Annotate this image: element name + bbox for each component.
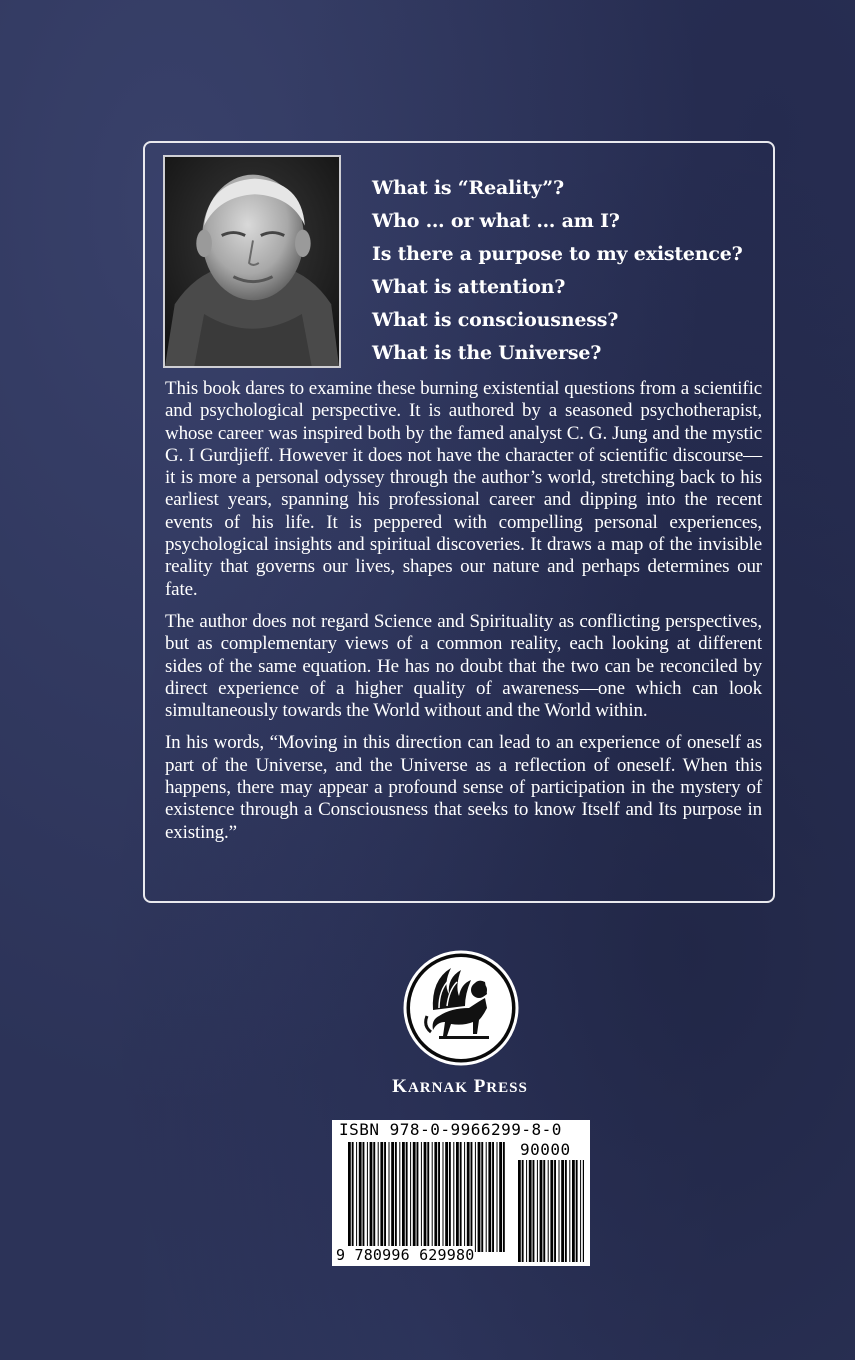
barcode-bar — [389, 1142, 390, 1252]
barcode-bar — [533, 1160, 535, 1262]
barcode-bar — [434, 1142, 437, 1252]
barcode-bar — [486, 1142, 487, 1252]
barcode-bar — [565, 1160, 567, 1262]
winged-sphinx-icon — [403, 950, 519, 1066]
barcode-bar — [529, 1160, 532, 1262]
barcode-bar — [399, 1142, 400, 1252]
barcode-bar — [492, 1142, 494, 1252]
barcode-bar — [460, 1142, 462, 1252]
description-paragraph: This book dares to examine these burning existential questions from a scientific and psychological perspective. It is authored by a seasoned psychotherapist, whose career was inspired both by the famed analyst C. G. Jung and the mystic G. I Gurdjieff. However it does not have the character of scientific discourse—it is more a personal odyssey through the author’s world, stretching back to his earliest years, spanning his professional career and dipping into the recent events of his life. It is peppered with compelling personal experiences, psychological insights and spiritual discoveries. It draws a map of the invisible reality that governs our lives, shapes our nature and perhaps determines our fate. — [165, 378, 762, 600]
question-item: Is there a purpose to my existence? — [372, 243, 743, 265]
barcode-bar — [522, 1160, 524, 1262]
author-portrait-image — [165, 157, 339, 366]
barcode-bar — [449, 1142, 451, 1252]
barcode-bar — [475, 1142, 476, 1252]
barcode-bar — [518, 1160, 521, 1262]
question-item: What is the Universe? — [372, 342, 602, 364]
barcode-bar — [580, 1160, 581, 1262]
barcode-bar — [413, 1142, 416, 1252]
barcode-bar — [488, 1142, 491, 1252]
barcode-bar — [583, 1160, 584, 1262]
barcode-bar — [576, 1160, 578, 1262]
barcode-bar — [540, 1160, 543, 1262]
barcode-bar — [561, 1160, 564, 1262]
barcode-bar — [380, 1142, 383, 1252]
question-list — [372, 172, 743, 370]
description-paragraph: The author does not regard Science and Spirituality as conflicting perspectives, but as complementary views of a common reality, each looking at different sides of the same equation. He has no doubt that the two can be reconciled by direct experience of a higher quality of awareness—one which can look simultaneously towards the World without and the World within. — [165, 610, 762, 722]
barcode-bar — [417, 1142, 419, 1252]
barcode-bar — [554, 1160, 556, 1262]
barcode-bar — [572, 1160, 575, 1262]
question-item: What is consciousness? — [372, 309, 619, 331]
barcode-bar — [569, 1160, 570, 1262]
barcode-bar — [363, 1142, 365, 1252]
barcode-bar — [432, 1142, 433, 1252]
book-description — [165, 378, 762, 854]
price-addon-number: 90000 — [520, 1140, 571, 1159]
barcode-bar — [348, 1142, 351, 1252]
barcode-bar — [427, 1142, 429, 1252]
barcode-bar — [373, 1142, 375, 1252]
barcode-bar — [359, 1142, 362, 1252]
barcode-bar — [478, 1142, 481, 1252]
barcode-bar — [559, 1160, 560, 1262]
barcode-bar — [550, 1160, 553, 1262]
barcode-bar — [370, 1142, 373, 1252]
barcode-bar — [548, 1160, 549, 1262]
ean-number: 9 780996 629980 — [336, 1246, 475, 1264]
barcode-bar — [424, 1142, 427, 1252]
barcode-bar — [443, 1142, 444, 1252]
barcode-bar — [421, 1142, 422, 1252]
question-item: What is attention? — [372, 276, 566, 298]
question-item: Who … or what … am I? — [372, 210, 620, 232]
barcode-bar — [499, 1142, 502, 1252]
publisher-name: KARNAK PRESS — [392, 1076, 528, 1097]
barcode-bar — [445, 1142, 448, 1252]
barcode-bar — [395, 1142, 397, 1252]
barcode-bar — [543, 1160, 545, 1262]
question-item: What is “Reality”? — [372, 177, 564, 199]
barcode-bar — [384, 1142, 386, 1252]
barcode-bar — [471, 1142, 473, 1252]
barcode-bar — [537, 1160, 538, 1262]
author-photo — [163, 155, 341, 368]
barcode-bar — [481, 1142, 483, 1252]
barcode-bar — [464, 1142, 465, 1252]
barcode-bar — [497, 1142, 498, 1252]
barcode-bar — [367, 1142, 368, 1252]
barcode-bar — [352, 1142, 354, 1252]
barcode-bar — [410, 1142, 411, 1252]
addon-barcode-bars — [518, 1160, 584, 1262]
barcode-bar — [456, 1142, 459, 1252]
barcode-bar — [402, 1142, 405, 1252]
barcode-bars — [348, 1142, 506, 1252]
barcode-bar — [391, 1142, 394, 1252]
barcode-bar — [378, 1142, 379, 1252]
barcode-bar — [526, 1160, 527, 1262]
barcode-bar — [503, 1142, 505, 1252]
barcode-bar — [453, 1142, 454, 1252]
barcode-bar — [356, 1142, 357, 1252]
description-paragraph: In his words, “Moving in this direction can lead to an experience of oneself as part of the Universe, and the Universe as a reflection of oneself. When this happens, there may appear a profound sense of participation in the mystery of existence through a Consciousness that seeks to know Itself and Its purpose in existing.” — [165, 732, 762, 843]
barcode-bar — [438, 1142, 440, 1252]
barcode-bar — [406, 1142, 408, 1252]
isbn-barcode — [332, 1120, 590, 1266]
isbn-label: ISBN 978-0-9966299-8-0 — [339, 1120, 562, 1139]
barcode-bar — [467, 1142, 470, 1252]
